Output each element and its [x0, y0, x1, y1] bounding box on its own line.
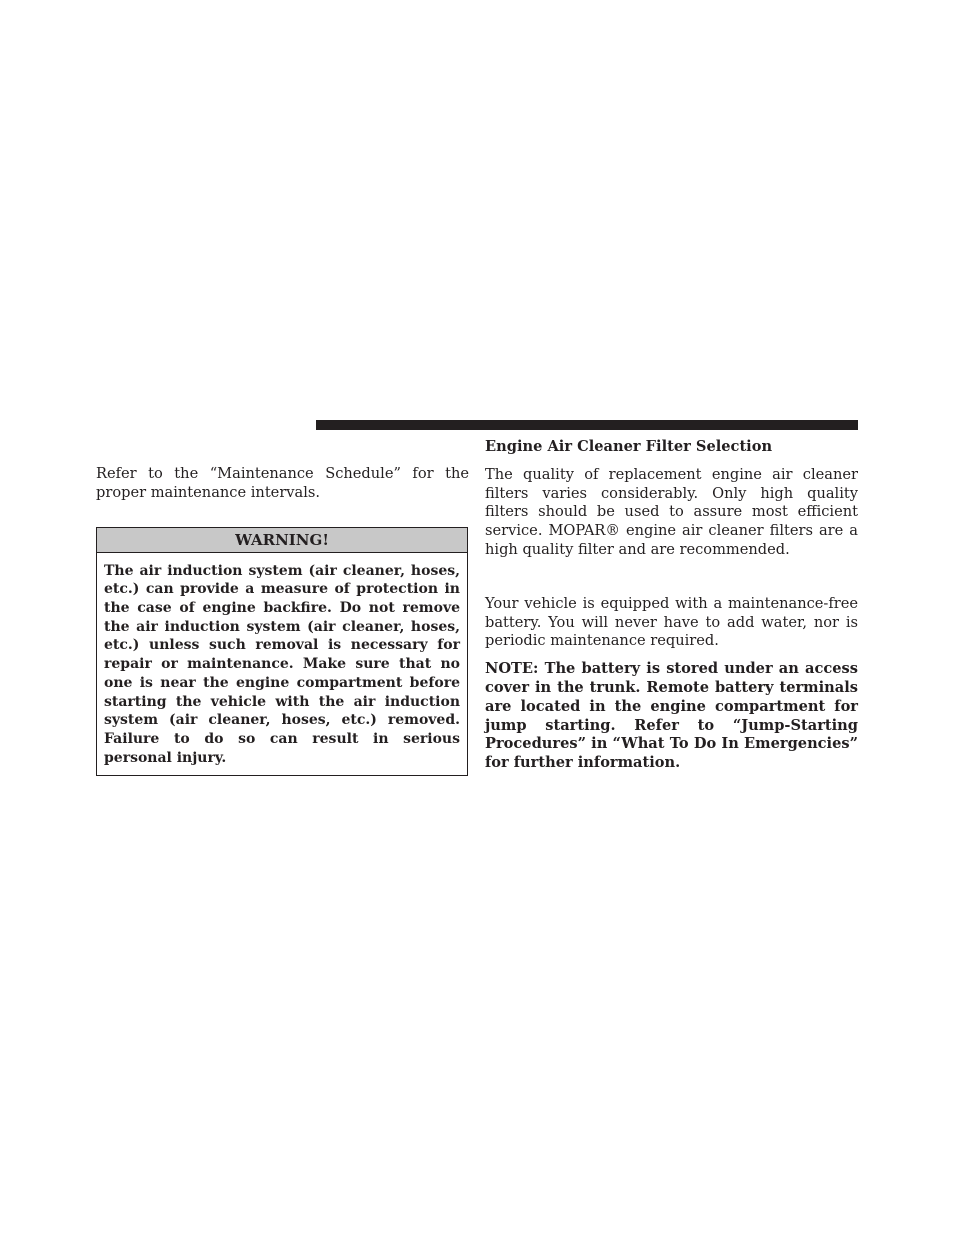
maintenance-intro-paragraph: Refer to the “Maintenance Schedule” for the proper maintenance intervals.	[96, 465, 469, 501]
filter-selection-paragraph: The quality of replacement engine air cleaner filters varies considerably. Only high quality filters should be used to assure most efficient service. MOPAR® engine air cleaner filters are a high quality filter and are recommended.	[485, 465, 858, 558]
warning-title: WARNING!	[97, 528, 467, 553]
filter-selection-heading: Engine Air Cleaner Filter Selection	[485, 438, 773, 455]
right-column	[485, 438, 858, 773]
warning-box	[96, 527, 468, 777]
left-column	[96, 465, 469, 776]
section-header-bar	[316, 420, 858, 430]
warning-body: The air induction system (air cleaner, hoses, etc.) can provide a measure of protection in the case of engine backfire. Do not remove the air induction system (air cleaner, hoses, etc.) unless such removal is necessary for repair or maintenance. Make sure that no one is near the engine compartment before starting the vehicle with the air induction system (air cleaner, hoses, etc.) removed. Failure to do so can result in serious personal injury.	[104, 562, 460, 766]
battery-paragraph: Your vehicle is equipped with a maintenance-free battery. You will never have to add water, nor is periodic maintenance required.	[485, 594, 858, 650]
battery-note: NOTE: The battery is stored under an access cover in the trunk. Remote battery terminals are located in the engine compartment for jump starting. Refer to “Jump-Starting Procedures” in “What To Do In Emergencies” for further information.	[485, 660, 858, 772]
